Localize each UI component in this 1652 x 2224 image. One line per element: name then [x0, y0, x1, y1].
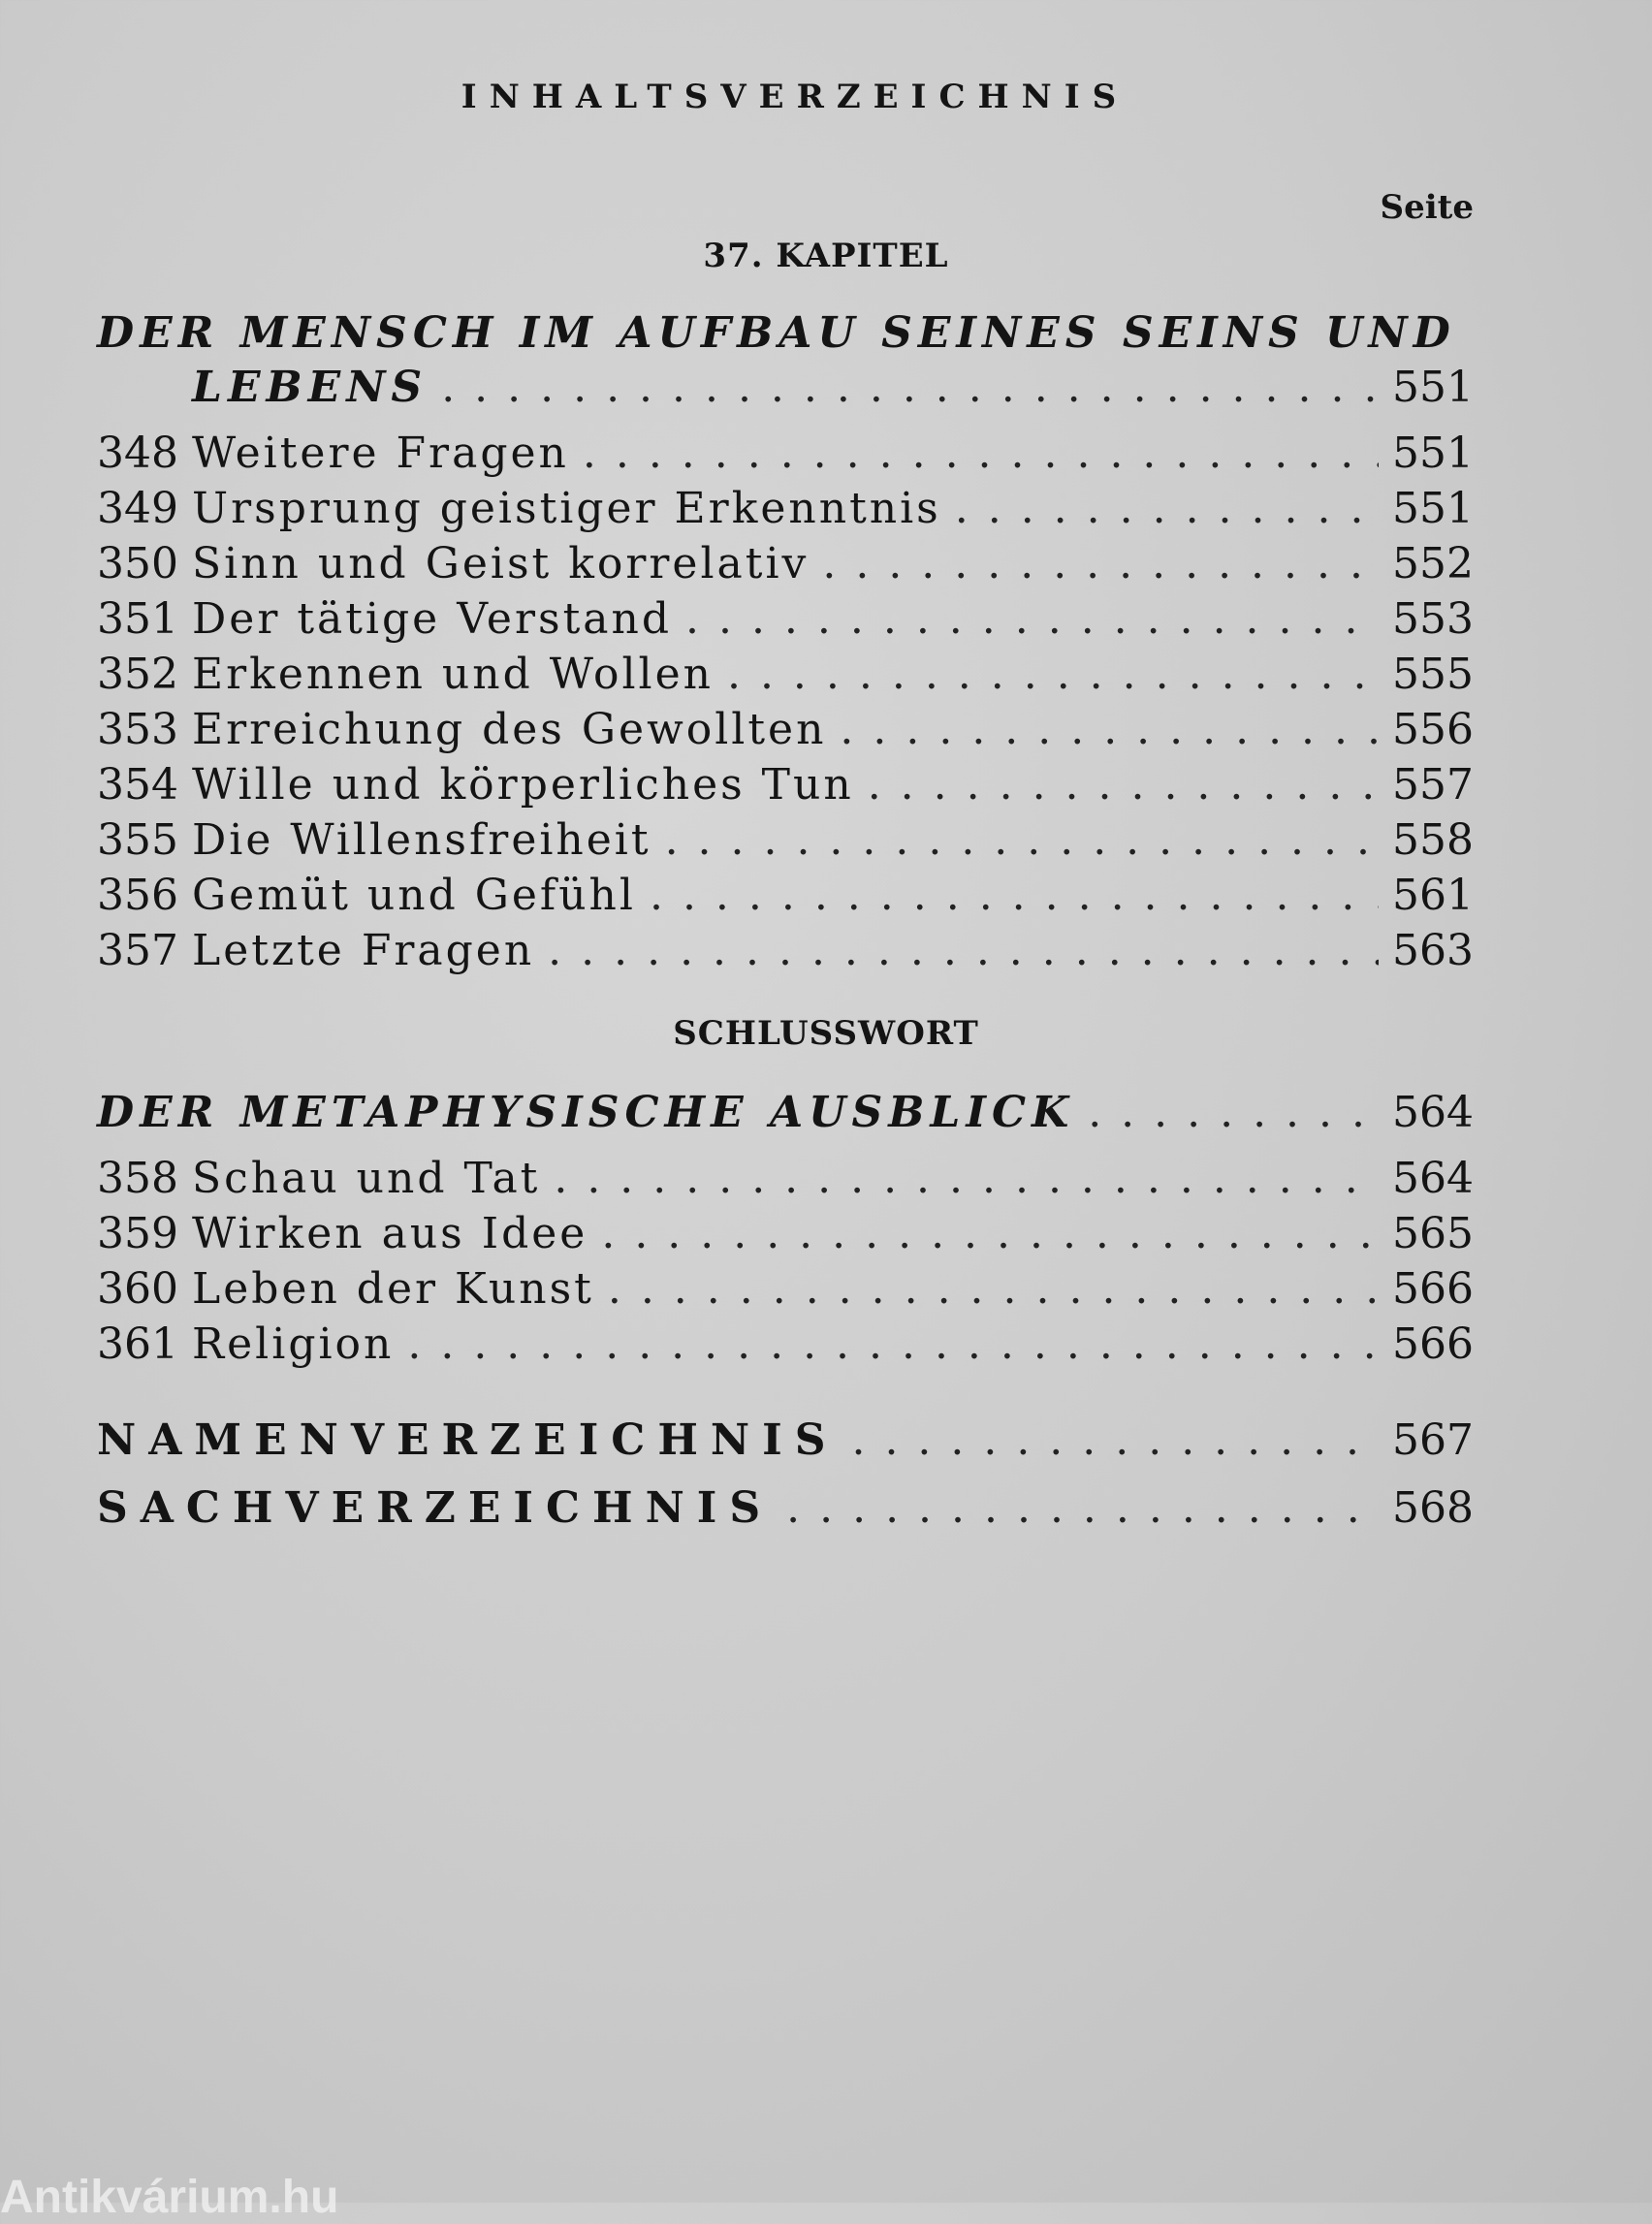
- entry-number: 360: [97, 1264, 178, 1314]
- dot-leader: [650, 871, 1379, 920]
- dot-leader: [822, 539, 1379, 588]
- entry-page: 561: [1392, 871, 1474, 920]
- entry-title: Der tätige Verstand: [192, 594, 673, 644]
- dot-leader: [685, 594, 1379, 644]
- entry-page: 551: [1392, 429, 1474, 478]
- entry-page: 566: [1392, 1264, 1474, 1314]
- toc-entry: [97, 650, 1474, 705]
- index-entries: [97, 1415, 1474, 1551]
- entry-number: 351: [97, 594, 178, 644]
- schluss-label: SCHLUSSWORT: [673, 1014, 979, 1053]
- entry-number: 356: [97, 871, 178, 920]
- toc-entry: [97, 1154, 1474, 1209]
- schluss-heading-page: 564: [1392, 1088, 1474, 1137]
- dot-leader: [407, 1319, 1379, 1369]
- toc-entry: [97, 760, 1474, 815]
- entry-page: 558: [1392, 815, 1474, 865]
- dot-leader: [786, 1483, 1379, 1533]
- dot-leader: [851, 1415, 1379, 1465]
- chapter-heading: [97, 308, 1474, 418]
- entry-title: Religion: [192, 1319, 395, 1369]
- entry-title: Letzte Fragen: [192, 926, 535, 975]
- toc-entry: [97, 1209, 1474, 1264]
- toc-entry: [97, 594, 1474, 650]
- chapter-heading-line1: DER MENSCH IM AUFBAU SEINES SEINS UND: [97, 308, 1456, 358]
- dot-leader: [608, 1264, 1379, 1314]
- entry-title: Wirken aus Idee: [192, 1209, 588, 1258]
- schluss-heading-title: DER METAPHYSISCHE AUSBLICK: [97, 1088, 1075, 1137]
- chapter-entries: [97, 429, 1474, 981]
- entry-number: 348: [97, 429, 178, 478]
- entry-number: 350: [97, 539, 178, 588]
- entry-number: 361: [97, 1319, 178, 1369]
- entry-title: Erreichung des Gewollten: [192, 705, 827, 754]
- entry-number: 352: [97, 650, 178, 699]
- toc-entry: [97, 1264, 1474, 1319]
- entry-title: Leben der Kunst: [192, 1264, 594, 1314]
- entry-page: 552: [1392, 539, 1474, 588]
- dot-leader: [548, 926, 1379, 975]
- dot-leader: [665, 815, 1379, 865]
- entry-number: 357: [97, 926, 178, 975]
- chapter-heading-line2: LEBENS: [192, 363, 429, 412]
- toc-entry: [97, 705, 1474, 760]
- running-head: INHALTSVERZEICHNIS: [461, 78, 1129, 116]
- entry-title: Schau und Tat: [192, 1154, 541, 1203]
- index-page: 567: [1392, 1415, 1474, 1465]
- dot-leader: [554, 1154, 1379, 1203]
- dot-leader: [840, 705, 1379, 754]
- index-page: 568: [1392, 1483, 1474, 1533]
- dot-leader: [868, 760, 1379, 810]
- entry-page: 557: [1392, 760, 1474, 810]
- schluss-heading: [97, 1088, 1474, 1143]
- entry-page: 553: [1392, 594, 1474, 644]
- toc-entry: [97, 429, 1474, 484]
- entry-title: Sinn und Geist korrelativ: [192, 539, 810, 588]
- entry-page: 551: [1392, 484, 1474, 533]
- page-column-label: Seite: [1380, 188, 1474, 227]
- toc-entry: [97, 539, 1474, 594]
- dot-leader: [601, 1209, 1379, 1258]
- chapter-heading-page: 551: [1392, 363, 1474, 412]
- dot-leader: [441, 363, 1379, 412]
- entry-title: Gemüt und Gefühl: [192, 871, 636, 920]
- entry-title: Die Willensfreiheit: [192, 815, 651, 865]
- entry-number: 353: [97, 705, 178, 754]
- toc-entry: [97, 926, 1474, 981]
- index-title: NAMENVERZEICHNIS: [97, 1415, 839, 1465]
- index-entry-subjects: [97, 1483, 1474, 1551]
- entry-number: 355: [97, 815, 178, 865]
- toc-entry: [97, 815, 1474, 871]
- entry-page: 564: [1392, 1154, 1474, 1203]
- entry-title: Erkennen und Wollen: [192, 650, 714, 699]
- dot-leader: [1088, 1088, 1379, 1137]
- entry-title: Ursprung geistiger Erkenntnis: [192, 484, 941, 533]
- entry-number: 359: [97, 1209, 178, 1258]
- dot-leader: [955, 484, 1379, 533]
- entry-number: 349: [97, 484, 178, 533]
- entry-number: 354: [97, 760, 178, 810]
- index-entry-names: [97, 1415, 1474, 1483]
- entry-title: Weitere Fragen: [192, 429, 569, 478]
- entry-page: 565: [1392, 1209, 1474, 1258]
- toc-entry: [97, 1319, 1474, 1375]
- chapter-label: 37. KAPITEL: [703, 237, 949, 275]
- schluss-entries: [97, 1154, 1474, 1375]
- entry-page: 563: [1392, 926, 1474, 975]
- watermark: Antikvárium.hu: [0, 2172, 339, 2223]
- entry-page: 555: [1392, 650, 1474, 699]
- dot-leader: [727, 650, 1379, 699]
- entry-title: Wille und körperliches Tun: [192, 760, 854, 810]
- entry-page: 556: [1392, 705, 1474, 754]
- toc-entry: [97, 871, 1474, 926]
- toc-entry: [97, 484, 1474, 539]
- entry-number: 358: [97, 1154, 178, 1203]
- dot-leader: [583, 429, 1379, 478]
- index-title: SACHVERZEICHNIS: [97, 1483, 774, 1533]
- entry-page: 566: [1392, 1319, 1474, 1369]
